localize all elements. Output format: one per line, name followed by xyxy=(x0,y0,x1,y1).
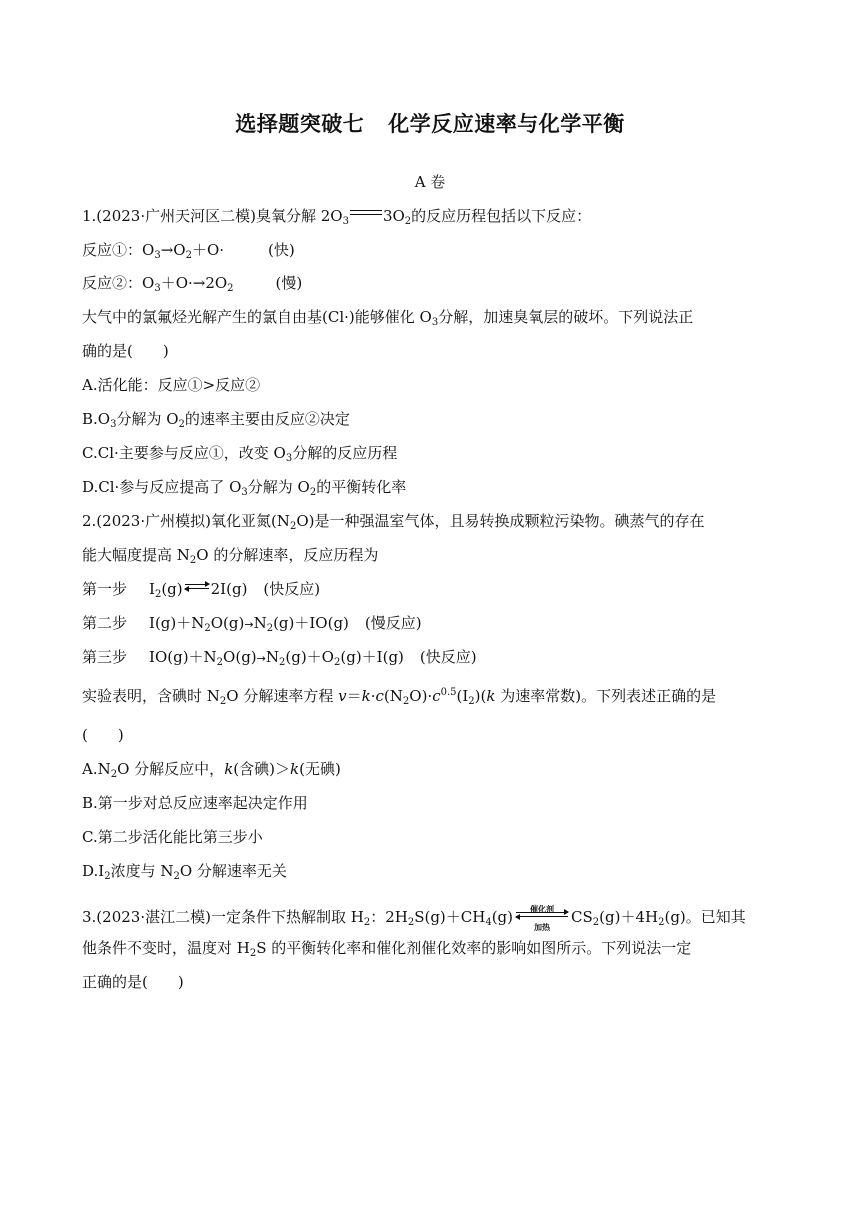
q2-option-c: C.第二步活化能比第三步小 xyxy=(82,828,263,846)
equilibrium-sign xyxy=(349,207,383,219)
q1-option-c: C.Cl·主要参与反应①，改变 $O_3$分解的反应历程 xyxy=(82,444,398,464)
q3-intro-line2: 他条件不变时，温度对 $H_2S$ 的平衡转化率和催化剂催化效率的影响如图所示。下列说法一定 xyxy=(82,939,692,959)
q1-option-d: D.Cl·参与反应提高了 $O_3$分解为 $O_2$的平衡转化率 xyxy=(82,478,407,498)
q1-option-b: $B.O_3$分解为 $O_2$的速率主要由反应②决定 xyxy=(82,410,350,430)
reaction-arrow: → xyxy=(256,652,266,665)
q1-reaction-2: 反应②：$O_3+O\cdot\to 2O_2$ (慢) xyxy=(82,274,303,294)
q1-option-a: A.活化能：反应①>反应② xyxy=(82,376,261,394)
q2-option-d: $D.I_2$浓度与 $N_2O$ 分解速率无关 xyxy=(82,862,287,882)
q2-step-1: 第一步 $I_2(g)$ 2I(g) (快反应) xyxy=(82,580,321,600)
catalyst-reversible-arrow: 催化剂 加热 xyxy=(513,902,571,928)
q3-intro-line1: 3.(2023·湛江二模)一定条件下热解制取 $H_2$：$2H_2S(g)+CH_4(g)$ 催化剂 加热 $CS_2(g)+4H_2(g)$。已知其 xyxy=(82,902,746,928)
reaction-arrow: → xyxy=(244,618,254,631)
q2-step-3: 第三步 $IO(g)+N_2O(g)\to N_2(g)+O_2(g)+I(g)$ (快反应) xyxy=(82,648,477,668)
q1-stem-line2: 确的是( ) xyxy=(82,342,169,360)
q1-stem-line1: 大气中的氯氟烃光解产生的氯自由基(Cl·)能够催化 $O_3$分解，加速臭氧层的破坏。下列说法正 xyxy=(82,308,694,328)
q2-option-a: $A.N_2O$ 分解反应中，k(含碘)＞k(无碘) xyxy=(82,760,341,780)
page-title: 选择题突破七 化学反应速率与化学平衡 xyxy=(235,112,625,136)
q2-intro-line1: 2.(2023·广州模拟)氧化亚氮$(N_2O)$是一种强温室气体，且易转换成颗粒污染物。碘蒸气的存在 xyxy=(82,512,705,532)
q2-intro-line2: 能大幅度提高 $N_2O$ 的分解速率，反应历程为 xyxy=(82,546,379,566)
q2-rate-equation: 实验表明，含碘时 $N_2O$ 分解速率方程 $v=k\cdot c(N_2O)\cdot c^{0.5}(I_2)(k$ 为速率常数)。下列表述正确的是 xyxy=(82,687,717,707)
reversible-arrow xyxy=(183,582,211,592)
section-label: A 卷 xyxy=(414,173,446,191)
q2-step-2: 第二步 $I(g)+N_2O(g)\to N_2(g)+IO(g)$ (慢反应) xyxy=(82,614,422,634)
q2-answer-paren: ( ) xyxy=(82,726,124,744)
q3-intro-line3: 正确的是( ) xyxy=(82,973,184,991)
q1-reaction-1: 反应①：$O_3\to O_2+O\cdot$ (快) xyxy=(82,241,295,261)
q1-intro: 1.(2023·广州天河区二模)臭氧分解 $2O_3$ $3O_2$的反应历程包括以下反应： xyxy=(82,207,592,227)
q2-option-b: B.第一步对总反应速率起决定作用 xyxy=(82,794,308,812)
